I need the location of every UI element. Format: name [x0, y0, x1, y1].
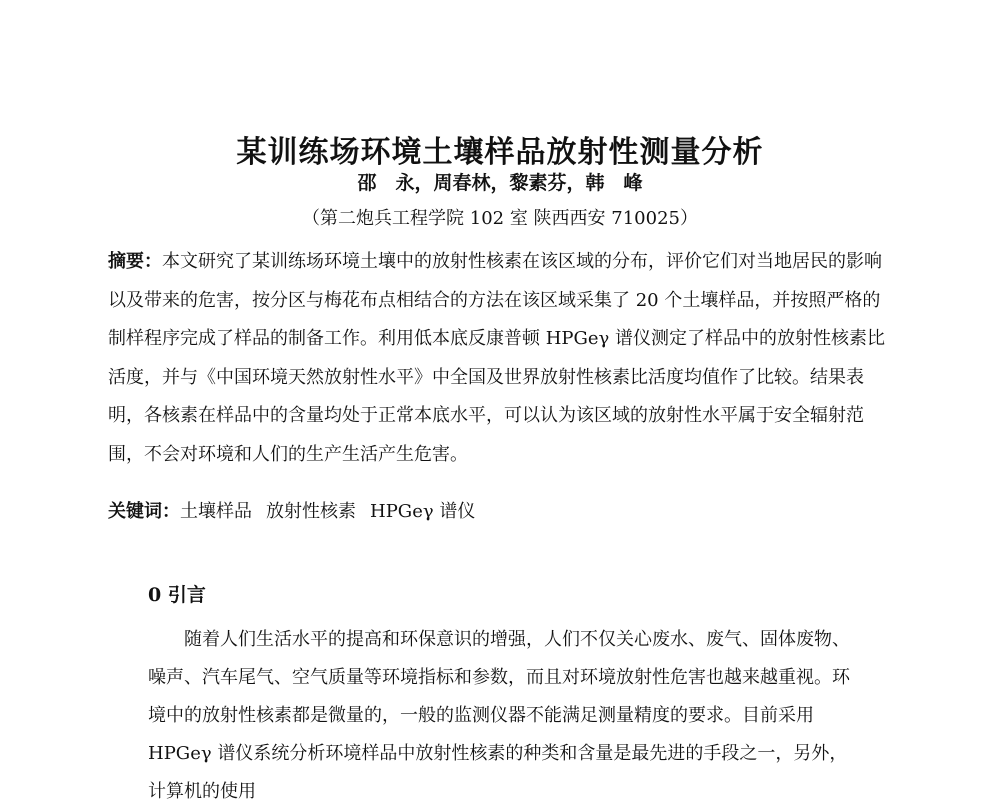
section-body: 随着人们生活水平的提高和环保意识的增强，人们不仅关心废水、废气、固体废物、噪声、汽车尾气、空气质量等环境指标和参数，而且对环境放射性危害也越来越重视。环境中的放射性核素都是微量的，一般的监测仪器不能满足测量精度的要求。目前采用 HPGeγ 谱仪系统分析环境样品中放射性核素的种类和含量是最先进的手段之一，另外，计算机的使用: [148, 629, 850, 802]
keyword: HPGeγ 谱仪: [370, 501, 476, 522]
abstract-label: 摘要：: [108, 251, 162, 272]
keywords-label: 关键词：: [108, 501, 180, 522]
section-heading: 0 引言: [148, 584, 206, 606]
keyword: 土壤样品: [180, 501, 252, 522]
keyword: 放射性核素: [266, 501, 356, 522]
paper-title: 某训练场环境土壤样品放射性测量分析: [236, 135, 764, 171]
keywords: [108, 497, 898, 527]
affiliation: （第二炮兵工程学院 102 室 陕西西安 710025）: [302, 208, 698, 229]
abstract: [108, 243, 898, 474]
author-list: 邵 永，周春林，黎素芬，韩 峰: [357, 172, 643, 194]
abstract-text: 本文研究了某训练场环境土壤中的放射性核素在该区域的分布，评价它们对当地居民的影响以及带来的危害，按分区与梅花布点相结合的方法在该区域采集了 20 个土壤样品，并按照严格的制样程序完成了样品的制备工作。利用低本底反康普顿 HPGeγ 谱仪测定了样品中的放射性核素比活度，并与《中国环境天然放射性水平》中全国及世界放射性核素比活度均值作了比较。结果表明，各核素在样品中的含量均处于正常本底水平，可以认为该区域的放射性水平属于安全辐射范围，不会对环境和人们的生产生活产生危害。: [108, 251, 886, 465]
